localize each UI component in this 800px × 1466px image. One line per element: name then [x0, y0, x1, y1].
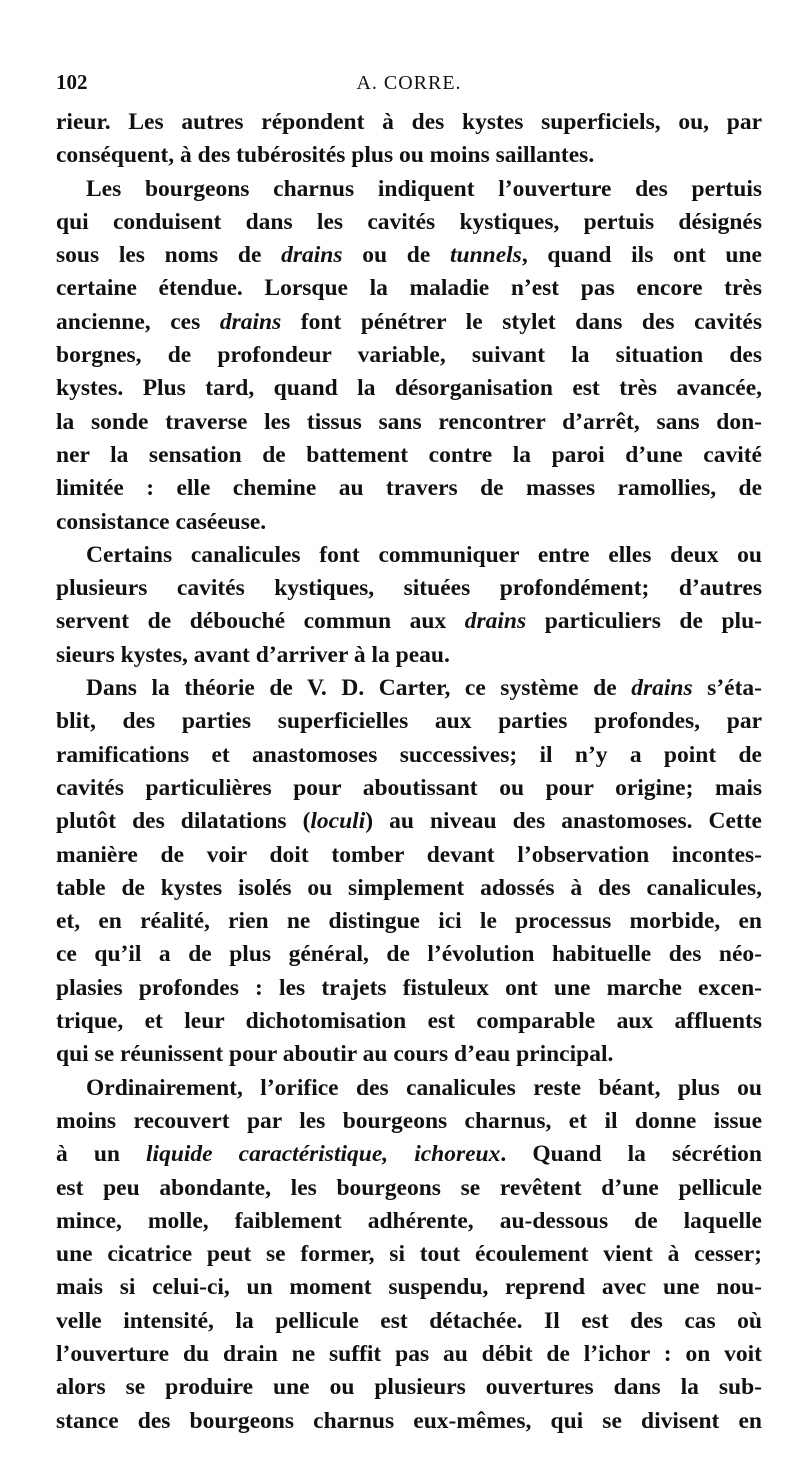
running-head: A. CORRE. [356, 72, 462, 94]
text-line: stance des bourgeons charnus eux-mêmes, qui se divisent en [56, 1407, 762, 1434]
text-line: trique, et leur dichotomisation est comparable aux affluents [56, 1008, 762, 1035]
text-line: certaine étendue. Lorsque la maladie n’est pas encore très [56, 275, 762, 302]
text-line: la sonde traverse les tissus sans rencontrer d’arrêt, sans don- [56, 408, 762, 435]
text-line: et, en réalité, rien ne distingue ici le processus morbide, en [56, 908, 762, 935]
text-line: mais si celui-ci, un moment suspendu, reprend avec une nou- [56, 1274, 762, 1301]
text-line: conséquent, à des tubérosités plus ou moins saillantes. [56, 142, 595, 169]
text-line: sous les noms de drains ou de tunnels, quand ils ont une [56, 242, 762, 269]
text-line: est peu abondante, les bourgeons se revêtent d’une pellicule [56, 1174, 762, 1201]
text-line: plutôt des dilatations (loculi) au niveau des anastomoses. Cette [56, 808, 762, 835]
page-number: 102 [56, 70, 88, 94]
text-line: servent de débouché commun aux drains particuliers de plu- [56, 608, 762, 635]
text-line: alors se produire une ou plusieurs ouvertures dans la sub- [56, 1374, 762, 1401]
text-line: l’ouverture du drain ne suffit pas au débit de l’ichor : on voit [56, 1340, 762, 1367]
text-line: table de kystes isolés ou simplement adossés à des canalicules, [56, 874, 762, 901]
text-line: plusieurs cavités kystiques, situées profondément; d’autres [56, 575, 762, 602]
text-line: velle intensité, la pellicule est détachée. Il est des cas où [56, 1307, 762, 1334]
text-line: consistance caséeuse. [56, 508, 267, 535]
text-line: à un liquide caractéristique, ichoreux. Quand la sécrétion [56, 1141, 762, 1168]
text-line: blit, des parties superficielles aux parties profondes, par [56, 708, 762, 735]
text-line: sieurs kystes, avant d’arriver à la peau. [56, 641, 450, 668]
text-line: ce qu’il a de plus général, de l’évolution habituelle des néo- [56, 941, 762, 968]
text-line: qui se réunissent pour aboutir au cours d’eau principal. [56, 1041, 614, 1068]
text-line: manière de voir doit tomber devant l’observation incontes- [56, 841, 762, 868]
text-line: qui conduisent dans les cavités kystiques, pertuis désignés [56, 208, 762, 235]
text-line: Dans la théorie de V. D. Carter, ce système de drains s’éta- [86, 675, 762, 702]
text-line: cavités particulières pour aboutissant ou pour origine; mais [56, 774, 762, 801]
text-line: ner la sensation de battement contre la paroi d’une cavité [56, 441, 762, 468]
text-line: limitée : elle chemine au travers de masses ramollies, de [56, 475, 762, 502]
body-text [56, 106, 762, 1438]
text-line: une cicatrice peut se former, si tout écoulement vient à cesser; [56, 1241, 762, 1268]
text-line: plasies profondes : les trajets fistuleux ont une marche excen- [56, 974, 762, 1001]
text-line: borgnes, de profondeur variable, suivant la situation des [56, 342, 762, 369]
text-line: kystes. Plus tard, quand la désorganisation est très avancée, [56, 375, 762, 402]
text-line: mince, molle, faiblement adhérente, au-dessous de laquelle [56, 1207, 762, 1234]
text-line: Ordinairement, l’orifice des canalicules reste béant, plus ou [86, 1074, 762, 1101]
text-line: Certains canalicules font communiquer entre elles deux ou [86, 541, 762, 568]
text-line: ancienne, ces drains font pénétrer le stylet dans des cavités [56, 308, 762, 335]
text-line: rieur. Les autres répondent à des kystes superficiels, ou, par [56, 109, 762, 135]
text-line: moins recouvert par les bourgeons charnus, et il donne issue [56, 1107, 762, 1134]
page-header [56, 70, 762, 106]
text-line: ramifications et anastomoses successives; il n’y a point de [56, 741, 762, 768]
text-line: Les bourgeons charnus indiquent l’ouverture des pertuis [86, 175, 762, 202]
